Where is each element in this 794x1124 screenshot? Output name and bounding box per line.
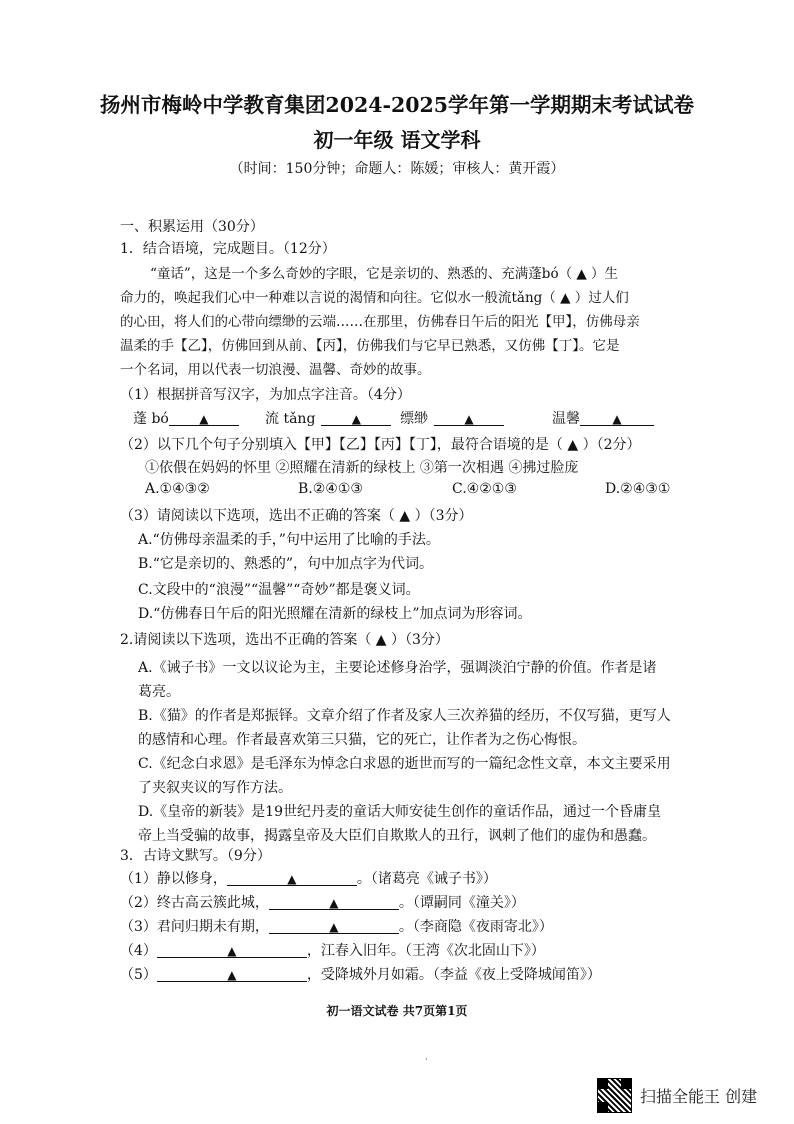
q2-option-line: C.《纪念白求恩》是毛泽东为悼念白求恩的逝世而写的一篇纪念性文章，本文主要采用: [138, 756, 671, 772]
poem-before: 君问归期未有期，: [156, 919, 269, 935]
pinyin-item-label: 缥缈: [400, 411, 428, 427]
option-a[interactable]: A.“仿佛母亲温柔的手，”句中运用了比喻的手法。: [138, 532, 440, 548]
q2-option-line: 了夹叙夹议的写作方法。: [138, 780, 292, 796]
question-1-heading: 1．结合语境，完成题目。（12分）: [120, 241, 336, 257]
triangle-marker-icon: ▲: [329, 896, 339, 910]
q2-option-line: A.《诫子书》一文以议论为主，主要论述修身治学，强调淡泊宁静的价值。作者是诸: [138, 660, 657, 676]
triangle-marker-icon: ▲: [199, 412, 209, 426]
passage-line: 一个名词，用以代表一切浪漫、温馨、奇妙的故事。: [120, 362, 431, 378]
answer-blank[interactable]: [269, 895, 399, 910]
triangle-marker-icon: ▲: [612, 412, 622, 426]
q2-option-line: 葛亮。: [138, 684, 180, 700]
option-c[interactable]: C.④②①③: [452, 481, 517, 497]
q2-option-line: 的感情和心理。作者最喜欢第三只猫，它的死亡，让作者为之伤心悔恨。: [138, 732, 586, 748]
answer-blank[interactable]: [227, 871, 357, 886]
page-footer: 初一语文试卷 共7页第1页: [326, 1004, 468, 1018]
question-3-prompt: 3．古诗文默写。（9分）: [120, 848, 271, 864]
scan-dot: ·: [425, 1055, 428, 1064]
option-a[interactable]: A.①④③②: [145, 481, 210, 497]
poem-after: ，江春入旧年。（王湾《次北固山下》）: [306, 943, 545, 959]
item-number: （3）: [120, 919, 157, 935]
scanner-watermark: [597, 1078, 757, 1113]
triangle-marker-icon: ▲: [351, 412, 362, 426]
poem-after: 。（李商隐《夜雨寄北》）: [398, 919, 553, 935]
question-1-2-prompt: （2）以下几个句子分别填入【甲】【乙】【丙】【丁】，最符合语境的是（ ▲ ）（2分）: [120, 437, 641, 453]
triangle-marker-icon: ▲: [287, 872, 297, 886]
triangle-marker-icon: ▲: [464, 412, 474, 426]
poem-item-2: [120, 892, 525, 912]
q2-option-line: 帝上当受骗的故事，揭露皇帝及大臣们自欺欺人的丑行，讽刺了他们的虚伪和愚蠢。: [138, 828, 656, 844]
answer-blank[interactable]: [321, 411, 391, 426]
exam-subtitle: 初一年级 语文学科: [313, 128, 481, 152]
poem-before: 静以修身，: [156, 871, 227, 887]
q2-option-line: D.《皇帝的新装》是19世纪丹麦的童话大师安徒生创作的童话作品，通过一个昏庸皇: [138, 804, 661, 820]
question-1-2-sentences: ①依偎在妈妈的怀里 ②照耀在清新的绿枝上 ③第一次相遇 ④拂过脸庞: [145, 460, 579, 476]
pinyin-item-3: [400, 408, 504, 428]
question-1-3-prompt: （3）请阅读以下选项，选出不正确的答案（ ▲ ）（3分）: [120, 508, 473, 524]
pinyin-item-label: 蓬 bó: [133, 411, 169, 427]
section-heading: 一、积累运用（30分）: [120, 219, 264, 235]
answer-blank[interactable]: [269, 919, 399, 934]
option-c[interactable]: C.文段中的“浪漫”“温馨”“奇妙”都是褒义词。: [138, 582, 420, 598]
passage-line: 的心田，将人们的心带向缥缈的云端……在那里，仿佛春日午后的阳光【甲】，仿佛母亲: [120, 314, 640, 330]
option-d[interactable]: D.②④③①: [605, 481, 671, 497]
poem-before: 终古高云簇此城，: [156, 895, 269, 911]
pinyin-item-label: 温馨: [552, 411, 580, 427]
pinyin-item-4: [552, 408, 654, 428]
poem-after: 。（谭嗣同《潼关》）: [398, 895, 525, 911]
triangle-marker-icon: ▲: [227, 944, 237, 958]
pinyin-item-1: [133, 408, 239, 428]
triangle-marker-icon: ▲: [329, 920, 339, 934]
qr-code-icon: [597, 1078, 632, 1113]
answer-blank[interactable]: [434, 411, 504, 426]
poem-after: 。（诸葛亮《诫子书》）: [356, 871, 497, 887]
option-b[interactable]: B.“它是亲切的、熟悉的”，句中加点字为代词。: [138, 556, 434, 572]
exam-title: 扬州市梅岭中学教育集团2024-2025学年第一学期期末考试试卷: [99, 93, 695, 117]
poem-item-3: [120, 916, 553, 936]
passage-line: 命力的，唤起我们心中一种难以言说的渴情和向往。它似水一般流tǎng（ ▲ ）过人们: [120, 290, 629, 306]
option-b[interactable]: B.②④①③: [298, 481, 363, 497]
item-number: （5）: [120, 967, 157, 983]
triangle-marker-icon: ▲: [227, 968, 237, 982]
item-number: （2）: [120, 895, 157, 911]
question-1-1-prompt: （1）根据拼音写汉字，为加点字注音。（4分）: [120, 387, 411, 403]
q2-option-line: B.《猫》的作者是郑振铎。文章介绍了作者及家人三次养猫的经历，不仅写猫，更写人: [138, 708, 671, 724]
exam-meta: （时间：150分钟；命题人：陈媛；审核人：黄开霞）: [229, 161, 565, 177]
option-d[interactable]: D.“仿佛春日午后的阳光照耀在清新的绿枝上”加点词为形容词。: [138, 606, 532, 622]
watermark-text: 扫描全能王 创建: [640, 1087, 758, 1106]
answer-blank[interactable]: [157, 943, 307, 958]
item-number: （4）: [120, 943, 157, 959]
item-number: （1）: [120, 871, 157, 887]
answer-blank[interactable]: [157, 967, 307, 982]
question-2-prompt: 2.请阅读以下选项，选出不正确的答案（ ▲ ）（3分）: [120, 632, 449, 648]
poem-item-1: [120, 868, 497, 888]
poem-after: ，受降城外月如霜。（李益《夜上受降城闻笛》）: [306, 967, 601, 983]
poem-item-5: [120, 964, 601, 984]
pinyin-item-2: [265, 408, 391, 428]
passage-line: “童话”，这是一个多么奇妙的字眼，它是亲切的、熟悉的、充满蓬bó（ ▲ ）生: [150, 266, 619, 282]
poem-item-4: [120, 940, 545, 960]
passage-line: 温柔的手【乙】，仿佛回到从前、【丙】，仿佛我们与它早已熟悉，又仿佛【丁】。它是: [120, 338, 620, 354]
answer-blank[interactable]: [580, 411, 654, 426]
pinyin-item-label: 流 tǎng: [265, 411, 316, 427]
answer-blank[interactable]: [169, 411, 239, 426]
